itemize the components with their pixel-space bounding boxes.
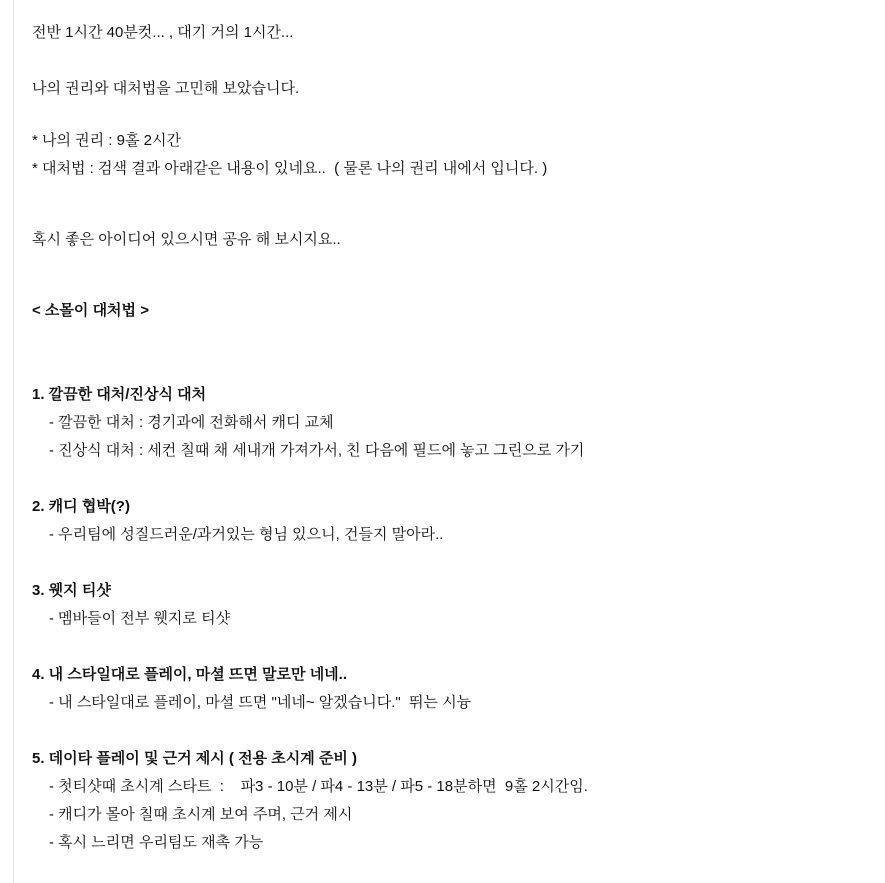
item-5-sub-2: - 캐디가 몰아 칠때 초시계 보여 주며, 근거 제시 bbox=[49, 806, 353, 823]
item-2-sub-1: - 우리팀에 성질드러운/과거있는 형님 있으니, 건들지 말아라.. bbox=[49, 526, 444, 543]
my-right-line: * 나의 권리 : 9홀 2시간 bbox=[32, 132, 181, 149]
intro-line: 전반 1시간 40분컷... , 대기 거의 1시간... bbox=[32, 24, 294, 41]
share-line: 혹시 좋은 아이디어 있으시면 공유 해 보시지요.. bbox=[32, 231, 341, 248]
item-1-sub-1: - 깔끔한 대처 : 경기과에 전화해서 캐디 교체 bbox=[49, 414, 334, 431]
item-1-sub-2: - 진상식 대처 : 세컨 칠때 채 세내개 가져가서, 친 다음에 필드에 놓고 그린으로 가기 bbox=[49, 442, 585, 459]
item-2-heading: 2. 캐디 협박(?) bbox=[32, 498, 130, 515]
post-body bbox=[32, 19, 865, 857]
item-4-heading: 4. 내 스타일대로 플레이, 마셜 뜨면 말로만 네네.. bbox=[32, 666, 348, 683]
item-4-sub-1: - 내 스타일대로 플레이, 마셜 뜨면 "네네~ 알겠습니다." 뛰는 시늉 bbox=[49, 694, 472, 711]
item-3-sub-1: - 멤바들이 전부 웻지로 티샷 bbox=[49, 610, 231, 627]
item-5-sub-3: - 혹시 느리면 우리팀도 재촉 가능 bbox=[49, 834, 264, 851]
left-border-divider bbox=[13, 0, 14, 883]
item-5-sub-1: - 첫티샷때 초시계 스타트 : 파3 - 10분 / 파4 - 13분 / 파5 - 18분하면 9홀 2시간임. bbox=[49, 778, 588, 795]
my-method-line: * 대처법 : 검색 결과 아래같은 내용이 있네요.. ( 물론 나의 권리 내에서 입니다. ) bbox=[32, 160, 548, 177]
item-3-heading: 3. 웻지 티샷 bbox=[32, 582, 111, 599]
item-5-heading: 5. 데이타 플레이 및 근거 제시 ( 전용 초시계 준비 ) bbox=[32, 750, 357, 767]
item-1-heading: 1. 깔끔한 대처/진상식 대처 bbox=[32, 386, 207, 403]
thought-line: 나의 권리와 대처법을 고민해 보았습니다. bbox=[32, 80, 300, 97]
section-title: < 소몰이 대처법 > bbox=[32, 302, 149, 319]
